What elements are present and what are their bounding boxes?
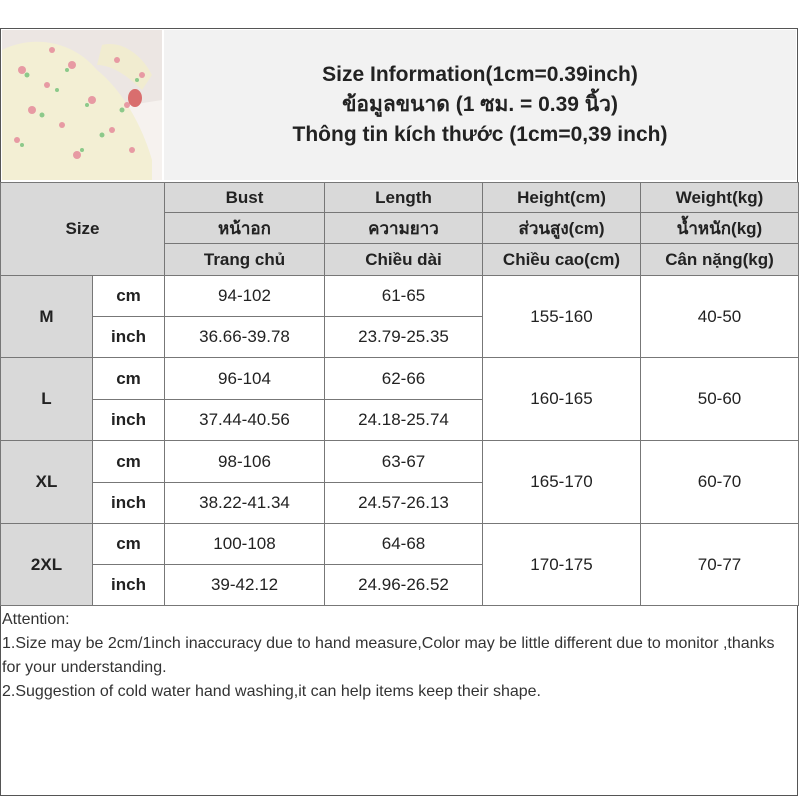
header-bust-en: Bust [165, 183, 325, 213]
bust-cm-value: 94-102 [165, 276, 325, 317]
header-weight-en: Weight(kg) [641, 183, 799, 213]
notes-heading: Attention: [2, 611, 70, 628]
unit-cm: cm [93, 524, 165, 565]
bust-cm-value: 96-104 [165, 358, 325, 400]
length-cm-value: 63-67 [325, 441, 483, 483]
length-inch-value: 24.96-26.52 [325, 565, 483, 606]
bust-cm-value: 100-108 [165, 524, 325, 565]
unit-cm: cm [93, 441, 165, 483]
table-row [1, 524, 799, 565]
notes-line-2: 2.Suggestion of cold water hand washing,it can help items keep their shape. [2, 683, 541, 700]
header-bust-th: หน้าอก [165, 213, 325, 244]
length-cm-value: 64-68 [325, 524, 483, 565]
table-row [1, 276, 799, 317]
table-row [1, 358, 799, 400]
header-weight-vi: Cân nặng(kg) [641, 244, 799, 276]
product-photo-illustration [2, 30, 162, 180]
bust-cm-value: 98-106 [165, 441, 325, 483]
title-thai: ข้อมูลขนาด (1 ซม. = 0.39 นิ้ว) [342, 93, 618, 116]
size-cell: M [1, 276, 93, 358]
header-length-th: ความยาว [325, 213, 483, 244]
height-value: 170-175 [483, 524, 641, 606]
header-row-english [1, 183, 799, 213]
bust-inch-value: 39-42.12 [165, 565, 325, 606]
header-height-en: Height(cm) [483, 183, 641, 213]
length-inch-value: 23.79-25.35 [325, 317, 483, 358]
length-cm-value: 62-66 [325, 358, 483, 400]
size-header: Size [1, 183, 165, 276]
length-cm-value: 61-65 [325, 276, 483, 317]
bust-inch-value: 38.22-41.34 [165, 483, 325, 524]
title-area [164, 30, 796, 180]
height-value: 165-170 [483, 441, 641, 524]
header-length-en: Length [325, 183, 483, 213]
bust-inch-value: 37.44-40.56 [165, 400, 325, 441]
bust-inch-value: 36.66-39.78 [165, 317, 325, 358]
weight-value: 60-70 [641, 441, 799, 524]
header-bust-vi: Trang chủ [165, 244, 325, 276]
unit-cm: cm [93, 358, 165, 400]
unit-inch: inch [93, 483, 165, 524]
attention-notes [2, 608, 792, 704]
weight-value: 70-77 [641, 524, 799, 606]
notes-line-1: 1.Size may be 2cm/1inch inaccuracy due to hand measure,Color may be little different due to monitor ,thanks for your understanding. [2, 635, 775, 676]
size-table [0, 182, 799, 606]
header-height-th: ส่วนสูง(cm) [483, 213, 641, 244]
unit-cm: cm [93, 276, 165, 317]
length-inch-value: 24.57-26.13 [325, 483, 483, 524]
size-cell: L [1, 358, 93, 441]
height-value: 155-160 [483, 276, 641, 358]
unit-inch: inch [93, 400, 165, 441]
unit-inch: inch [93, 317, 165, 358]
product-photo [2, 30, 162, 180]
weight-value: 50-60 [641, 358, 799, 441]
header-weight-th: น้ำหนัก(kg) [641, 213, 799, 244]
size-cell: 2XL [1, 524, 93, 606]
weight-value: 40-50 [641, 276, 799, 358]
title-english: Size Information(1cm=0.39inch) [322, 63, 638, 86]
size-cell: XL [1, 441, 93, 524]
header-height-vi: Chiều cao(cm) [483, 244, 641, 276]
header-length-vi: Chiều dài [325, 244, 483, 276]
table-row [1, 441, 799, 483]
title-vietnamese: Thông tin kích thước (1cm=0,39 inch) [292, 123, 668, 146]
length-inch-value: 24.18-25.74 [325, 400, 483, 441]
unit-inch: inch [93, 565, 165, 606]
height-value: 160-165 [483, 358, 641, 441]
